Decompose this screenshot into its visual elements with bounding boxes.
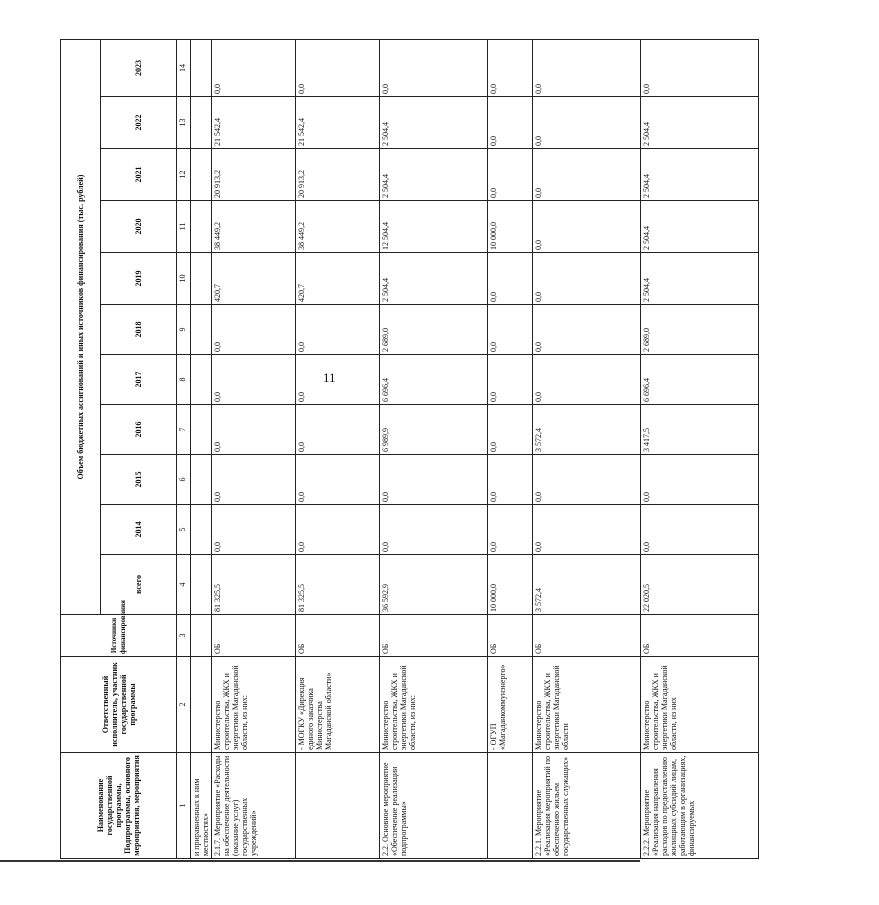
- row-total-value: 22 020,5: [641, 555, 759, 615]
- row-total-value: [191, 555, 212, 615]
- row-year-value: [191, 355, 212, 405]
- column-number: 9: [177, 305, 191, 355]
- row-year-value: 0,0: [488, 305, 533, 355]
- row-name: 2.2.1. Мероприятие «Реализация мероприятий по обеспечению жильем государственных служащих»: [533, 753, 641, 859]
- row-year-value: 0,0: [488, 149, 533, 201]
- row-year-value: 0,0: [212, 505, 296, 555]
- row-year-value: 0,0: [296, 305, 380, 355]
- row-year-value: 0,0: [212, 305, 296, 355]
- row-year-value: 0,0: [533, 39, 641, 96]
- row-year-value: 0,0: [533, 505, 641, 555]
- header-total: всего: [101, 555, 177, 615]
- row-source: [191, 615, 212, 657]
- header-year: 2022: [101, 97, 177, 149]
- row-year-value: 2 504,4: [380, 97, 488, 149]
- row-year-value: 20 913,2: [212, 149, 296, 201]
- table-row: [488, 39, 533, 858]
- row-name: [488, 753, 533, 859]
- header-name: Наименование государственной программы, Подпрограммы, основного мероприятия, мероприятия: [61, 753, 177, 859]
- column-number: 14: [177, 39, 191, 96]
- header-year: 2014: [101, 505, 177, 555]
- row-year-value: 21 542,4: [212, 97, 296, 149]
- row-total-value: 81 325,5: [296, 555, 380, 615]
- table-row: [533, 39, 641, 858]
- row-year-value: 0,0: [641, 455, 759, 505]
- row-year-value: 2 504,4: [641, 201, 759, 253]
- row-name: 2.2.2. Мероприятие «Реализация направления расходов по предоставлению жилищных субсидий лицам, работающим в организациях, финансируемых: [641, 753, 759, 859]
- row-year-value: 0,0: [380, 455, 488, 505]
- column-number: 7: [177, 405, 191, 455]
- column-number: 2: [177, 657, 191, 753]
- row-year-value: 0,0: [296, 39, 380, 96]
- page-number: 11: [323, 370, 336, 385]
- row-year-value: 420,7: [212, 253, 296, 305]
- header-year: 2017: [101, 355, 177, 405]
- row-year-value: [191, 405, 212, 455]
- row-name: 2.1.7. Мероприятие «Расходы на обеспечение деятельности (оказание услуг) государственных учреждений»: [212, 753, 296, 859]
- row-year-value: 0,0: [296, 455, 380, 505]
- row-year-value: 420,7: [296, 253, 380, 305]
- budget-table-sheet: [60, 40, 879, 856]
- row-year-value: 0,0: [488, 455, 533, 505]
- row-total-value: 10 000,0: [488, 555, 533, 615]
- column-number: 5: [177, 505, 191, 555]
- row-year-value: 20 913,2: [296, 149, 380, 201]
- row-year-value: [191, 39, 212, 96]
- row-year-value: 6 989,9: [380, 405, 488, 455]
- row-executor: Министерство строительства, ЖКХ и энергетики Магаданской области, из них: [641, 657, 759, 753]
- column-number-row: [177, 39, 191, 858]
- header-source: Источники финансирования: [61, 615, 177, 657]
- row-year-value: [191, 305, 212, 355]
- row-year-value: 0,0: [488, 355, 533, 405]
- header-executor: Ответственный исполнитель, участник государственной программы: [61, 657, 177, 753]
- column-number: 4: [177, 555, 191, 615]
- row-name: 2.2. Основное мероприятие «Обеспечение реализации подпрограммы»: [380, 753, 488, 859]
- row-executor: Министерство строительства, ЖКХ и энергетики Магаданской области: [533, 657, 641, 753]
- row-year-value: 0,0: [380, 505, 488, 555]
- column-number: 1: [177, 753, 191, 859]
- row-year-value: 10 000,0: [488, 201, 533, 253]
- row-year-value: 38 449,2: [212, 201, 296, 253]
- header-year: 2018: [101, 305, 177, 355]
- row-year-value: 38 449,2: [296, 201, 380, 253]
- header-year: 2020: [101, 201, 177, 253]
- row-year-value: 0,0: [212, 455, 296, 505]
- header-volume: Объем бюджетных ассигнований и иных источников финансирования (тыс. рублей): [61, 39, 101, 614]
- column-number: 11: [177, 201, 191, 253]
- row-source: ОБ: [488, 615, 533, 657]
- row-year-value: [191, 97, 212, 149]
- column-number: 12: [177, 149, 191, 201]
- row-year-value: 3 572,4: [533, 405, 641, 455]
- row-year-value: 0,0: [488, 39, 533, 96]
- row-executor: Министерство строительства, ЖКХ и энергетики Магаданской области, из них:: [380, 657, 488, 753]
- row-year-value: 0,0: [488, 405, 533, 455]
- row-year-value: 6 696,4: [641, 355, 759, 405]
- row-year-value: 2 504,4: [641, 97, 759, 149]
- row-name: [296, 753, 380, 859]
- row-year-value: 0,0: [296, 405, 380, 455]
- header-year: 2015: [101, 455, 177, 505]
- row-year-value: 21 542,4: [296, 97, 380, 149]
- row-year-value: 0,0: [533, 305, 641, 355]
- row-year-value: [191, 455, 212, 505]
- row-year-value: 0,0: [641, 505, 759, 555]
- table-row: [296, 39, 380, 858]
- row-year-value: 2 504,4: [380, 149, 488, 201]
- row-year-value: 2 689,0: [380, 305, 488, 355]
- row-source: ОБ: [641, 615, 759, 657]
- row-year-value: 0,0: [212, 355, 296, 405]
- row-source: ОБ: [296, 615, 380, 657]
- row-executor: - МОГКУ «Дирекция единого заказчика Министерства Магаданской области»: [296, 657, 380, 753]
- header-year: 2021: [101, 149, 177, 201]
- column-number: 10: [177, 253, 191, 305]
- row-year-value: 12 504,4: [380, 201, 488, 253]
- row-year-value: 0,0: [533, 149, 641, 201]
- header-year: 2023: [101, 39, 177, 96]
- column-number: 8: [177, 355, 191, 405]
- row-executor: - ОГУП «Магаданкоммунэнерго»: [488, 657, 533, 753]
- column-number: 6: [177, 455, 191, 505]
- row-year-value: 0,0: [488, 97, 533, 149]
- row-source: ОБ: [212, 615, 296, 657]
- row-total-value: 81 325,5: [212, 555, 296, 615]
- table-row: [191, 39, 212, 858]
- row-year-value: 0,0: [380, 39, 488, 96]
- row-year-value: 6 696,4: [380, 355, 488, 405]
- row-total-value: 36 592,9: [380, 555, 488, 615]
- row-year-value: 0,0: [212, 39, 296, 96]
- bottom-rule: [0, 860, 640, 862]
- row-year-value: [191, 253, 212, 305]
- row-year-value: 0,0: [533, 97, 641, 149]
- budget-table: [60, 39, 759, 859]
- row-year-value: 0,0: [296, 505, 380, 555]
- row-year-value: 0,0: [488, 505, 533, 555]
- row-year-value: 0,0: [533, 355, 641, 405]
- row-year-value: 0,0: [296, 355, 380, 405]
- column-number: 13: [177, 97, 191, 149]
- header-year: 2019: [101, 253, 177, 305]
- row-year-value: 0,0: [533, 253, 641, 305]
- row-executor: Министерство строительства, ЖКХ и энергетики Магаданской области, из них:: [212, 657, 296, 753]
- row-year-value: 0,0: [533, 455, 641, 505]
- row-year-value: [191, 201, 212, 253]
- row-year-value: 0,0: [488, 253, 533, 305]
- row-source: ОБ: [533, 615, 641, 657]
- header-year: 2016: [101, 405, 177, 455]
- row-year-value: 0,0: [212, 405, 296, 455]
- row-year-value: 3 417,5: [641, 405, 759, 455]
- row-year-value: 0,0: [533, 201, 641, 253]
- row-executor: [191, 657, 212, 753]
- row-year-value: [191, 149, 212, 201]
- row-name: и приравненных к ним местностях»: [191, 753, 212, 859]
- table-row: [212, 39, 296, 858]
- row-year-value: 2 504,4: [641, 149, 759, 201]
- column-number: 3: [177, 615, 191, 657]
- row-year-value: 2 504,4: [641, 253, 759, 305]
- row-year-value: 2 689,0: [641, 305, 759, 355]
- table-row: [380, 39, 488, 858]
- row-year-value: [191, 505, 212, 555]
- table-row: [641, 39, 759, 858]
- row-total-value: 3 572,4: [533, 555, 641, 615]
- row-year-value: 0,0: [641, 39, 759, 96]
- row-year-value: 2 504,4: [380, 253, 488, 305]
- row-source: ОБ: [380, 615, 488, 657]
